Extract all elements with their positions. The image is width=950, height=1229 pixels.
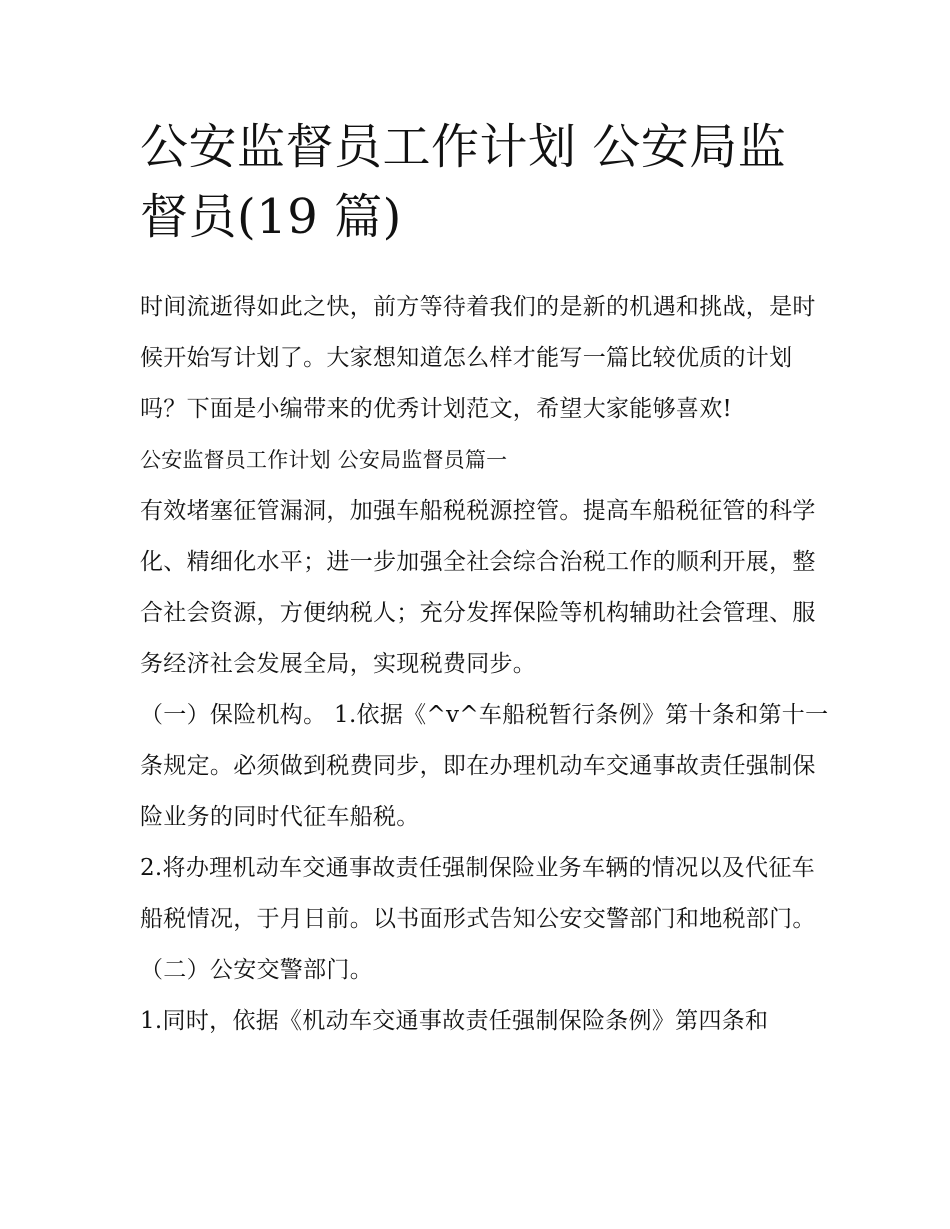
body-paragraph-1: 有效堵塞征管漏洞，加强车船税税源控管。提高车船税征管的科学化、精细化水平；进一步加强全社会综合治税工作的顺利开展，整合社会资源，方便纳税人；充分发挥保险等机构辅助社会管理、服务经济社会发展全局，实现税费同步。 xyxy=(140,498,816,677)
body-paragraph-3: 2.将办理机动车交通事故责任强制保险业务车辆的情况以及代征车船税情况，于月日前。以书面形式告知公安交警部门和地税部门。 （二）公安交警部门。 xyxy=(140,855,816,983)
intro-paragraph: 时间流逝得如此之快，前方等待着我们的是新的机遇和挑战，是时候开始写计划了。大家想知道怎么样才能写一篇比较优质的计划吗？下面是小编带来的优秀计划范文，希望大家能够喜欢! xyxy=(140,294,816,422)
document-title: 公安监督员工作计划 公安局监督员(19 篇) xyxy=(140,119,787,245)
body-paragraph-4: 1.同时，依据《机动车交通事故责任强制保险条例》第四条和 xyxy=(140,1008,769,1034)
document-body xyxy=(140,112,830,1047)
section-heading: 公安监督员工作计划 公安局监督员篇一 xyxy=(140,448,508,472)
body-paragraph-2: （一）保险机构。 1.依据《^v^车船税暂行条例》第十条和第十一条规定。必须做到税费同步，即在办理机动车交通事故责任强制保险业务的同时代征车船税。 xyxy=(140,702,829,830)
